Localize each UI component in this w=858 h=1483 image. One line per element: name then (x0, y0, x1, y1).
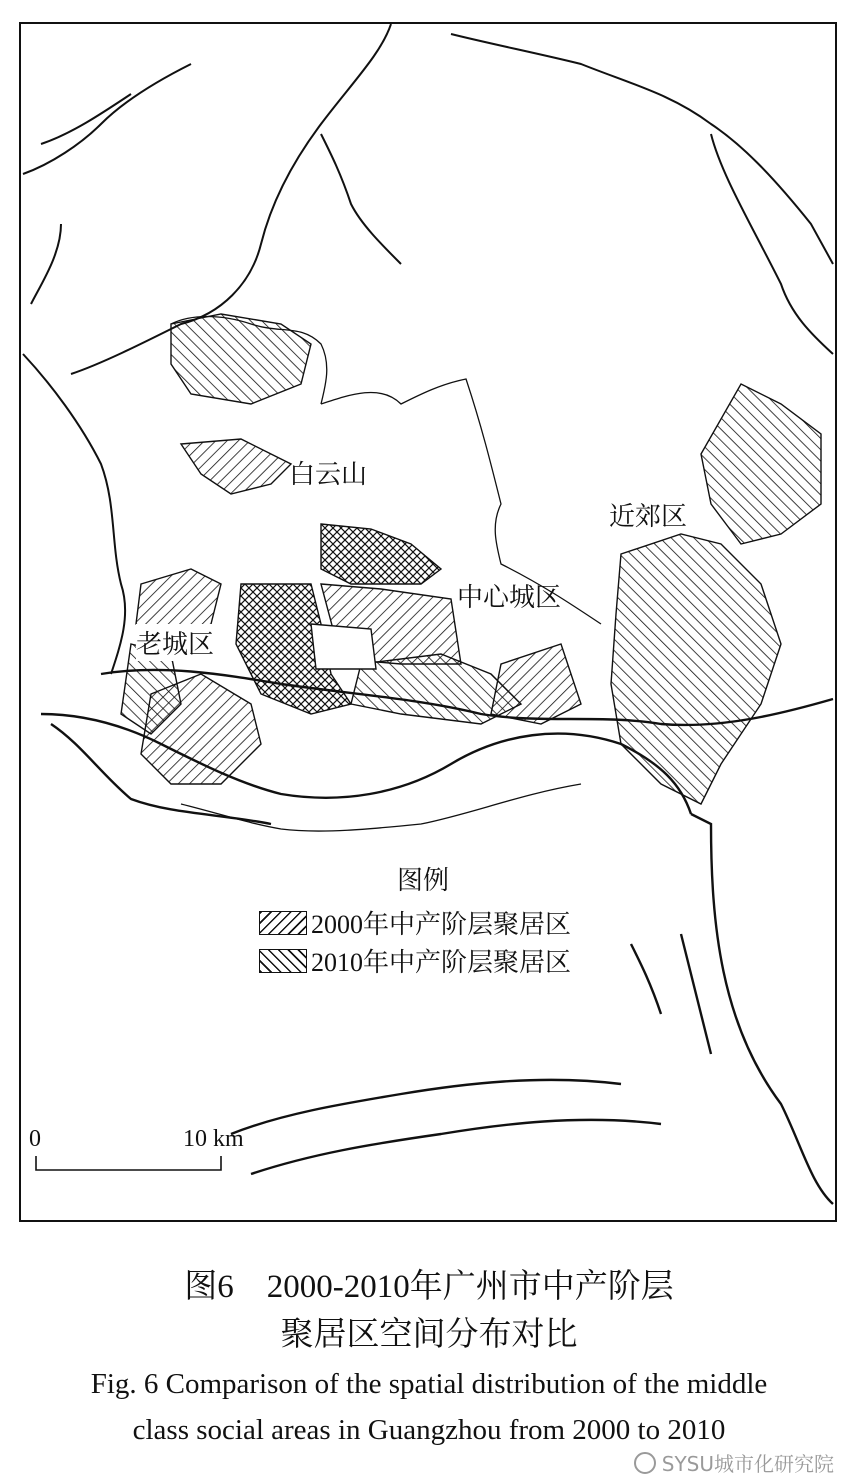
label-suburb: 近郊区 (609, 502, 688, 531)
legend-item-2000 (259, 904, 571, 941)
river-west (23, 64, 191, 304)
river-mid (321, 134, 401, 264)
legend-swatch-2010 (259, 949, 307, 973)
river-northeast (451, 34, 833, 264)
scale-end: 10 km (183, 1126, 244, 1152)
legend-item-2010 (259, 942, 571, 979)
river-estuary (691, 814, 833, 1204)
legend-label-2000: 2000年中产阶层聚居区 (311, 910, 572, 939)
wechat-icon (634, 1452, 656, 1474)
area-2010-center-east (351, 654, 521, 724)
scale-start: 0 (29, 1126, 41, 1152)
label-old-city: 老城区 (136, 624, 214, 661)
river-channel-south (41, 714, 691, 814)
caption-en-line2: class social areas in Guangzhou from 2000 to 2010 (132, 1414, 726, 1446)
scale-bar (36, 1156, 221, 1170)
map-frame (19, 22, 837, 1222)
area-2000-baiyun (181, 439, 291, 494)
label-baiyunshan: 白云山 (289, 460, 368, 489)
area-overlap-center-n (321, 524, 441, 584)
legend-swatch-2000 (259, 911, 307, 935)
legend-label-2010: 2010年中产阶层聚居区 (311, 948, 572, 977)
guangzhou-map (21, 24, 835, 1220)
area-2010-northeast (701, 384, 821, 544)
area-2010-north (171, 314, 311, 404)
river-west-2 (23, 354, 125, 674)
river-delta-3 (631, 934, 711, 1054)
caption-en-line1: Fig. 6 Comparison of the spatial distribution of the middle (90, 1368, 768, 1400)
city-core-white (311, 624, 376, 669)
label-center-city: 中心城区 (457, 583, 562, 612)
watermark-text: SYSU城市化研究院 (661, 1452, 834, 1476)
caption-cn-line1: 图6 2000-2010年广州市中产阶层 (184, 1269, 674, 1305)
area-2010-suburb (611, 534, 781, 804)
river-east (711, 134, 833, 354)
river-delta-2 (251, 1120, 661, 1174)
watermark (634, 1448, 834, 1477)
legend-title: 图例 (397, 866, 450, 895)
caption-cn-line2: 聚居区空间分布对比 (280, 1317, 578, 1353)
river-delta-1 (231, 1080, 621, 1134)
